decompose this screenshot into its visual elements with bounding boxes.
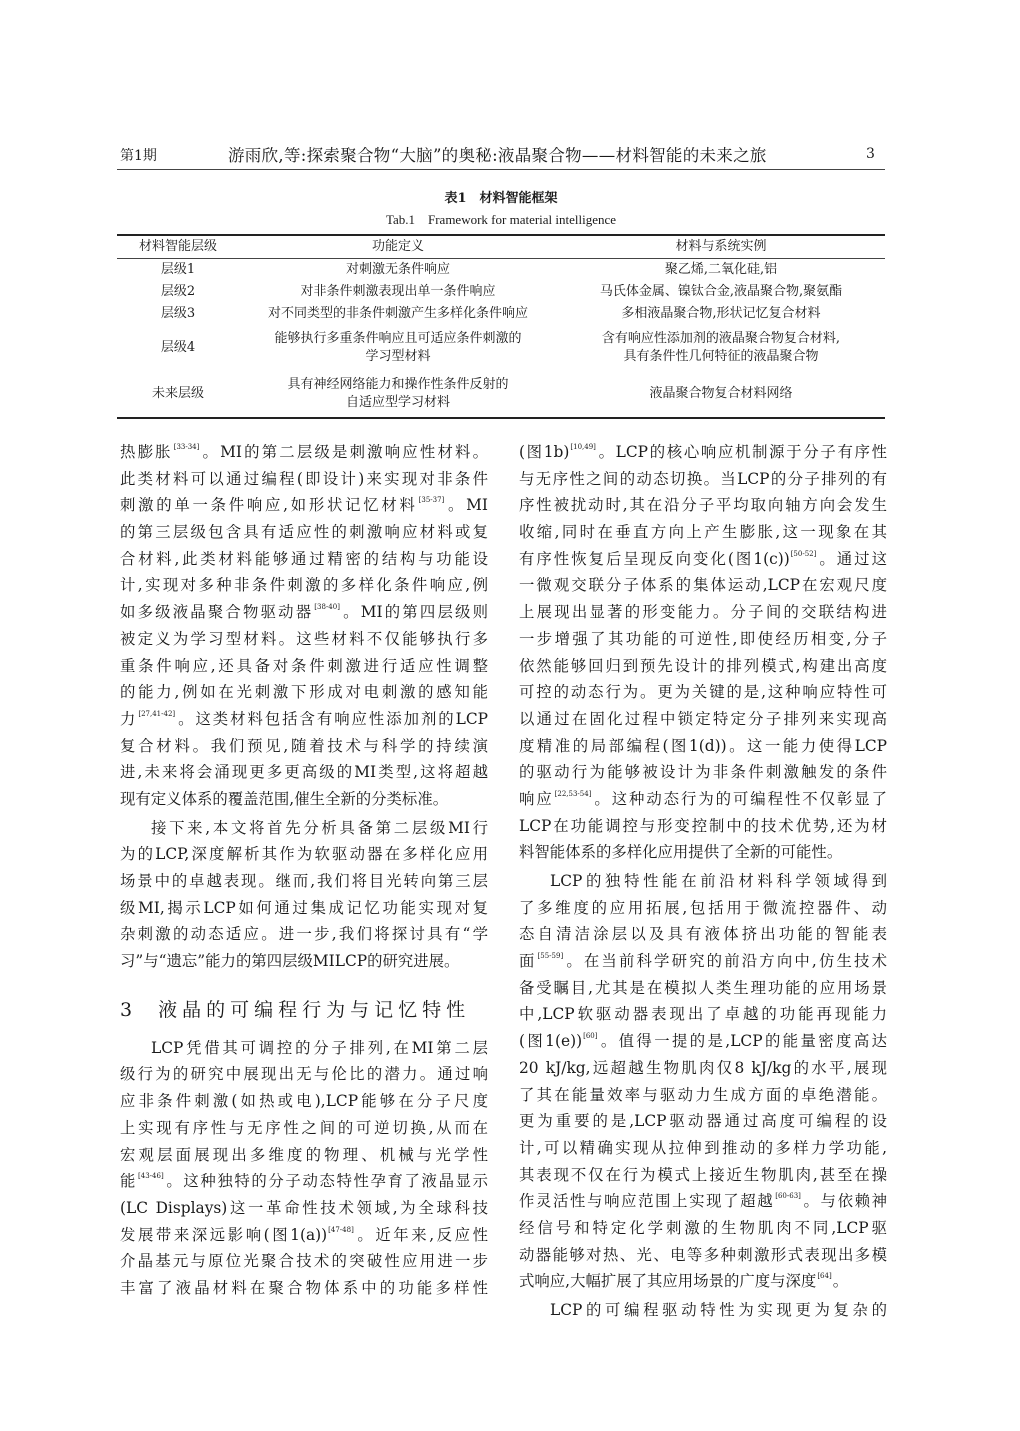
text-line [519, 1215, 887, 1242]
left-column [120, 439, 488, 1302]
text-line [519, 1188, 887, 1215]
text-segment: 其表现不仅在行为模式上接近生物肌肉,甚至在操 [519, 1165, 887, 1184]
examples-cell [557, 371, 885, 418]
examples-cell-line: 含有响应性添加剂的液晶聚合物复合材料, [601, 331, 841, 346]
text-segment: 能 [120, 1172, 138, 1191]
definition-cell [239, 325, 557, 371]
text-line [519, 679, 887, 706]
text-line [519, 1242, 887, 1269]
level-cell: 层级1 [160, 262, 196, 277]
text-line [519, 1162, 887, 1189]
text-line [120, 1275, 488, 1302]
text-segment: 度精准的局部编程(图1(d))。这一能力使得LCP [519, 736, 887, 755]
paragraph [519, 868, 887, 1295]
citation: [27,41-42] [138, 709, 176, 718]
examples-cell-line: 具有条件性几何特征的液晶聚合物 [623, 349, 819, 364]
text-segment: 。 [832, 1272, 849, 1291]
text-segment: 的能力,例如在光刺激下形成对电刺激的感知能 [120, 683, 488, 702]
text-segment: 20 kJ/kg,远超越生物肌肉仅8 kJ/kg的水平,展现 [519, 1058, 887, 1077]
text-segment: 。近年来,反应性 [354, 1225, 488, 1244]
text-line [519, 1297, 887, 1324]
table-row [117, 259, 885, 282]
text-segment: 动器能够对热、光、电等多种刺激形式表现出多模 [519, 1245, 887, 1264]
citation: [55-59] [537, 952, 564, 961]
text-segment: 如多级液晶聚合物驱动器 [120, 603, 314, 622]
text-line [120, 868, 488, 895]
text-line [519, 599, 887, 626]
table-caption-cn: 表1 材料智能框架 [444, 191, 558, 206]
text-segment: 上展现出显著的形变能力。分子间的交联结构进 [519, 603, 887, 622]
text-line [120, 626, 488, 653]
citation: [43-46] [138, 1172, 164, 1181]
text-segment: 计,实现对多种非条件刺激的多样化条件响应,例 [120, 576, 488, 595]
text-segment: 现有定义体系的覆盖范围,催生全新的分类标准。 [120, 789, 449, 808]
section-heading [120, 995, 470, 1022]
text-segment: 态自清洁涂层以及具有液体挤出功能的智能表 [519, 925, 887, 944]
text-segment: 力 [120, 709, 138, 728]
text-line [120, 1035, 488, 1062]
text-line [120, 546, 488, 573]
text-line [120, 439, 488, 466]
text-line [519, 1028, 887, 1055]
text-segment: 依然能够回归到预先设计的排列模式,构建出高度 [519, 656, 887, 675]
text-segment: 。这种独特的分子动态特性孕育了液晶显示 [164, 1172, 488, 1191]
level-cell: 层级4 [160, 340, 196, 355]
text-line [519, 868, 887, 895]
paragraph [120, 439, 488, 813]
text-line [519, 653, 887, 680]
text-line [519, 975, 887, 1002]
text-segment: 发展带来深远影响(图1(a)) [120, 1225, 328, 1244]
section-title: 液晶的可编程行为与记忆特性 [158, 999, 471, 1021]
text-segment: 应非条件刺激(如热或电),LCP能够在分子尺度 [120, 1092, 488, 1111]
paragraph [120, 815, 488, 975]
column-header: 材料与系统实例 [675, 239, 767, 254]
text-segment: 一步增强了其功能的可逆性,即使经历相变,分子 [519, 629, 887, 648]
citation: [64] [817, 1272, 832, 1281]
citation: [33-34] [173, 443, 200, 451]
text-segment: (图1(e)) [519, 1032, 583, 1051]
paragraph [519, 439, 887, 866]
page-number: 3 [866, 146, 875, 162]
table-header-row [117, 235, 885, 259]
text-line [519, 1135, 887, 1162]
definition-cell-line: 具有神经网络能力和操作性条件反射的 [287, 377, 509, 392]
paragraph [120, 1035, 488, 1302]
text-line [120, 706, 488, 733]
examples-cell [557, 325, 885, 371]
text-line [120, 759, 488, 786]
text-segment: 。这类材料包括含有响应性添加剂的LCP [176, 709, 488, 728]
level-cell: 未来层级 [151, 386, 204, 401]
text-segment: 计,可以精确实现从拉伸到推动的多样力学功能, [519, 1138, 887, 1157]
text-segment: 习”与“遗忘”能力的第四层级MILCP的研究进展。 [120, 952, 460, 971]
text-line [120, 519, 488, 546]
citation: [22,53-54] [554, 789, 592, 798]
text-segment: 经信号和特定化学刺激的生物肌肉不同,LCP驱 [519, 1218, 887, 1237]
text-segment: 宏观层面展现出多维度的物理、机械与光学性 [120, 1145, 488, 1164]
text-line [120, 733, 488, 760]
text-segment: 面 [519, 952, 537, 971]
text-segment: 杂刺激的动态适应。进一步,我们将探讨具有“学 [120, 925, 488, 944]
text-line [519, 895, 887, 922]
text-line [519, 706, 887, 733]
column-header: 材料智能层级 [138, 239, 217, 254]
definition-cell-line: 对非条件刺激表现出单一条件响应 [300, 284, 496, 299]
citation: [35-37] [418, 496, 445, 505]
text-line [120, 1142, 488, 1169]
right-column [519, 439, 887, 1324]
definition-cell [239, 371, 557, 418]
definition-cell [239, 303, 557, 325]
column-header: 功能定义 [371, 239, 424, 254]
definition-cell-line: 对不同类型的非条件刺激产生多样化条件响应 [267, 306, 528, 321]
text-segment: 的驱动行为能够被设计为非条件刺激触发的条件 [519, 763, 887, 782]
text-segment: LCP的可编程驱动特性为实现更为复杂的 [550, 1301, 887, 1319]
text-line [519, 439, 887, 466]
text-segment: 作灵活性与响应范围上实现了超越 [519, 1192, 775, 1211]
level-cell: 层级2 [160, 284, 196, 299]
text-line [519, 1055, 887, 1082]
definition-cell [239, 259, 557, 282]
running-title: 游雨欣,等:探索聚合物“大脑”的奥秘:液晶聚合物——材料智能的未来之旅 [228, 146, 767, 165]
definition-cell-line: 学习型材料 [365, 349, 431, 364]
text-line [120, 895, 488, 922]
text-segment: 式响应,大幅扩展了其应用场景的广度与深度 [519, 1272, 817, 1291]
examples-cell-line: 马氏体金属、镍钛合金,液晶聚合物,聚氨酯 [599, 284, 843, 299]
text-line [519, 1082, 887, 1109]
text-line [519, 759, 887, 786]
text-line [519, 948, 887, 975]
text-line [519, 1001, 887, 1028]
text-segment: 被定义为学习型材料。这些材料不仅能够执行多 [120, 629, 488, 648]
text-segment: 接下来,本文将首先分析具备第二层级MI行 [151, 818, 488, 837]
text-segment: 合材料,此类材料能够通过精密的结构与功能设 [120, 549, 488, 568]
examples-cell-line: 液晶聚合物复合材料网络 [649, 386, 793, 401]
text-segment: 与无序性之间的动态切换。当LCP的分子排列的有 [519, 469, 887, 488]
text-segment: 级MI,揭示LCP如何通过集成记忆功能实现对复 [120, 898, 488, 917]
text-segment: 可控的动态行为。更为关键的是,这种响应特性可 [519, 683, 887, 702]
text-line [519, 813, 887, 840]
text-line [519, 1268, 887, 1295]
text-line [519, 786, 887, 813]
citation: [50-52] [790, 549, 817, 558]
table-row [117, 281, 885, 303]
table-row [117, 325, 885, 371]
text-segment: 的第三层级包含具有适应性的刺激响应材料或复 [120, 523, 488, 542]
text-segment: 料智能体系的多样化应用提供了全新的可能性。 [519, 843, 843, 862]
text-line [519, 492, 887, 519]
text-line [519, 839, 887, 866]
text-line [120, 1088, 488, 1115]
text-line [120, 1222, 488, 1249]
text-line [120, 948, 488, 975]
definition-cell-line: 对刺激无条件响应 [345, 262, 450, 277]
text-line [120, 841, 488, 868]
text-segment: 。MI的第二层级是刺激响应性材料。 [200, 443, 488, 461]
examples-cell [557, 259, 885, 282]
examples-cell [557, 281, 885, 303]
text-segment: 。MI的第四层级则 [340, 603, 488, 622]
text-segment: 场景中的卓越表现。继而,我们将目光转向第三层 [120, 872, 488, 890]
text-line [120, 653, 488, 680]
text-line [519, 921, 887, 948]
citation: [47-48] [328, 1225, 354, 1234]
text-line [120, 786, 488, 813]
text-segment: 。值得一提的是,LCP的能量密度高达 [598, 1032, 887, 1051]
text-line [519, 1108, 887, 1135]
table-row [117, 303, 885, 325]
definition-cell-line: 自适应型学习材料 [345, 395, 450, 410]
text-segment: 进,未来将会涌现更多更高级的MI类型,这将超越 [120, 763, 488, 782]
text-segment: 中,LCP软驱动器表现出了卓越的功能再现能力 [519, 1005, 887, 1024]
framework-table [117, 234, 885, 419]
text-segment: 。通过这 [817, 549, 887, 568]
text-segment: 了其在能量效率与驱动力生成方面的卓绝潜能。 [519, 1085, 887, 1104]
text-line [120, 679, 488, 706]
text-segment: 介晶基元与原位光聚合技术的突破性应用进一步 [120, 1252, 488, 1271]
text-segment: 丰富了液晶材料在聚合物体系中的功能多样性 [120, 1278, 488, 1297]
text-segment: (图1b) [519, 443, 570, 461]
journal-issue: 第1期 [120, 148, 157, 164]
text-line [120, 921, 488, 948]
text-line [519, 546, 887, 573]
examples-cell-line: 多相液晶聚合物,形状记忆复合材料 [621, 306, 821, 321]
text-line [519, 519, 887, 546]
text-line [519, 572, 887, 599]
text-segment: 以通过在固化过程中锁定特定分子排列来实现高 [519, 709, 887, 728]
text-segment: LCP的独特性能在前沿材料科学领域得到 [550, 872, 887, 890]
citation: [38-40] [314, 603, 340, 612]
text-segment: 上实现有序性与无序性之间的可逆切换,从而在 [120, 1118, 488, 1137]
text-line [120, 1061, 488, 1088]
header-rule [117, 169, 885, 170]
text-line [120, 815, 488, 842]
text-line [120, 1115, 488, 1142]
definition-cell-line: 能够执行多重条件响应且可适应条件刺激的 [274, 331, 522, 346]
text-segment: 序性被扰动时,其在沿分子平均取向轴方向会发生 [519, 496, 887, 515]
text-segment: 。这种动态行为的可编程性不仅彰显了 [592, 789, 887, 808]
text-line [120, 466, 488, 493]
text-segment: 了多维度的应用拓展,包括用于微流控器件、动 [519, 898, 887, 917]
section-number: 3 [120, 999, 133, 1021]
text-line [120, 599, 488, 626]
text-line [519, 626, 887, 653]
text-line [120, 1195, 488, 1222]
text-line [120, 1168, 488, 1195]
examples-cell [557, 303, 885, 325]
text-line [120, 572, 488, 599]
text-segment: 响应 [519, 789, 554, 808]
text-line [519, 733, 887, 760]
text-segment: LCP凭借其可调控的分子排列,在MI第二层 [151, 1038, 488, 1057]
text-segment: LCP在功能调控与形变控制中的技术优势,还为材 [519, 816, 887, 835]
text-segment: 收缩,同时在垂直方向上产生膨胀,这一现象在其 [519, 523, 887, 542]
citation: [10,49] [570, 443, 596, 451]
citation: [60] [583, 1032, 598, 1041]
paragraph [519, 1297, 887, 1324]
text-segment: 刺激的单一条件响应,如形状记忆材料 [120, 496, 418, 515]
text-segment: 复合材料。我们预见,随着技术与科学的持续演 [120, 736, 488, 755]
text-segment: 更为重要的是,LCP驱动器通过高度可编程的设 [519, 1112, 887, 1131]
text-line [519, 466, 887, 493]
text-segment: 此类材料可以通过编程(即设计)来实现对非条件 [120, 469, 488, 488]
text-segment: 为的LCP,深度解析其作为软驱动器在多样化应用 [120, 845, 488, 864]
examples-cell-line: 聚乙烯,二氧化硅,铝 [664, 262, 778, 277]
text-segment: 级行为的研究中展现出无与伦比的潜力。通过响 [120, 1065, 488, 1084]
text-segment: 有序性恢复后呈现反向变化(图1(c)) [519, 549, 790, 568]
level-cell: 层级3 [160, 306, 196, 321]
table-row [117, 371, 885, 418]
text-line [120, 1248, 488, 1275]
text-segment: 备受瞩目,尤其是在模拟人类生理功能的应用场景 [519, 978, 887, 997]
text-segment: 一微观交联分子体系的集体运动,LCP在宏观尺度 [519, 576, 887, 595]
text-segment: 。在当前科学研究的前沿方向中,仿生技术 [564, 952, 887, 971]
text-line [120, 492, 488, 519]
text-segment: 热膨胀 [120, 443, 173, 461]
text-segment: 。与依赖神 [801, 1192, 887, 1211]
definition-cell [239, 281, 557, 303]
text-segment: 。MI [445, 496, 488, 515]
text-segment: 。LCP的核心响应机制源于分子有序性 [596, 443, 887, 461]
table-caption-en: Tab.1 Framework for material intelligence [385, 212, 617, 227]
text-segment: 重条件响应,还具备对条件刺激进行适应性调整 [120, 656, 488, 675]
citation: [60-63] [775, 1192, 801, 1201]
text-segment: (LC Displays)这一革命性技术领域,为全球科技 [120, 1198, 488, 1217]
